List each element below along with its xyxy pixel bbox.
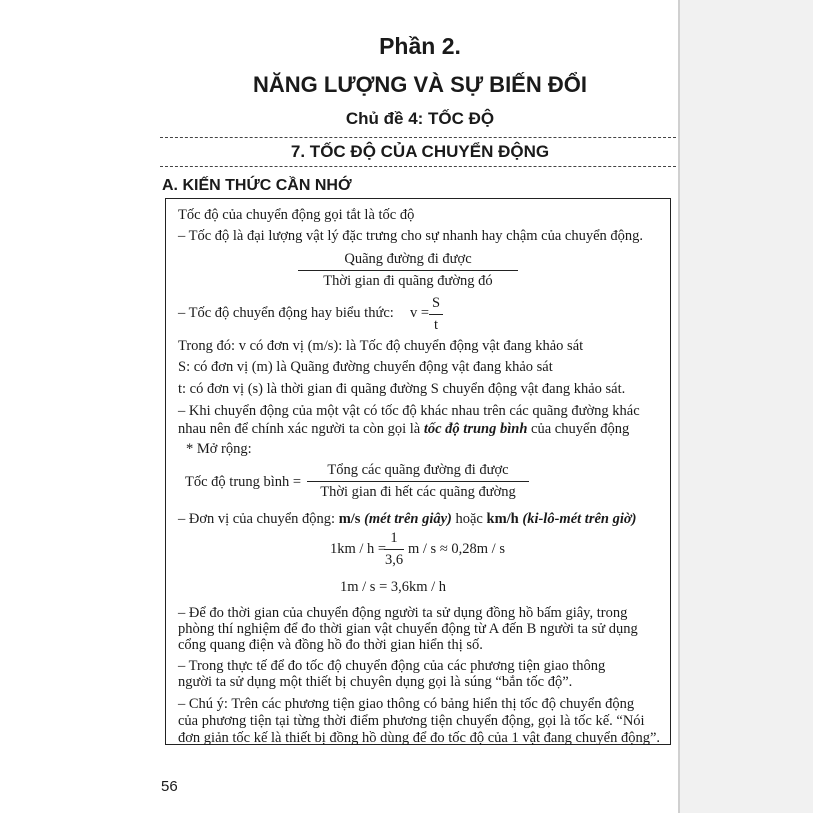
text-segment: nhau nên để chính xác người ta còn gọi là — [178, 421, 424, 437]
unit-explanation: (ki-lô-mét trên giờ) — [518, 511, 637, 527]
fraction-numerator: Tổng các quãng đường đi được — [327, 462, 509, 478]
conversion-rhs: m / s ≈ 0,28m / s — [408, 541, 505, 557]
text-line: Trong đó: v có đơn vị (m/s): là Tốc độ chuyển động vật đang khảo sát — [178, 338, 584, 354]
unit-explanation: (mét trên giây) — [360, 511, 452, 527]
fraction-denominator: 3,6 — [384, 552, 404, 568]
formula-fraction — [429, 294, 443, 334]
part-subtitle: NĂNG LƯỢNG VÀ SỰ BIẾN ĐỔI — [253, 72, 587, 97]
text-line: – Để đo thời gian của chuyển động người ta sử dụng đồng hồ bấm giây, trong — [178, 605, 628, 621]
fraction-numerator: 1 — [390, 530, 398, 546]
fraction-bar — [384, 549, 404, 550]
speed-fraction — [298, 250, 518, 290]
unit-text: km/h — [486, 511, 519, 527]
text-line: – Tốc độ là đại lượng vật lý đặc trưng cho sự nhanh hay chậm của chuyển động. — [178, 228, 644, 244]
divider-bottom — [160, 166, 676, 167]
conversion-lhs: 1km / h = — [330, 541, 387, 557]
text-line — [178, 510, 636, 528]
text-segment: hoặc — [451, 511, 487, 527]
text-line: – Chú ý: Trên các phương tiện giao thông có bảng hiển thị tốc độ chuyển động — [178, 696, 635, 712]
text-segment: của chuyển động — [527, 421, 630, 437]
fraction-numerator: S — [431, 295, 441, 311]
divider-top — [160, 137, 676, 138]
text-line: phòng thí nghiệm để đo thời gian vật chuyển động từ A đến B người ta sử dụng — [178, 621, 638, 637]
text-line: Tốc độ của chuyển động gọi tắt là tốc độ — [178, 207, 415, 223]
text-line: – Tốc độ chuyển động hay biểu thức: — [178, 305, 394, 321]
avg-speed-label: Tốc độ trung bình = — [185, 474, 302, 490]
fraction-bar — [298, 270, 518, 271]
fraction-denominator: t — [433, 317, 439, 333]
text-segment: – Đơn vị của chuyển động: — [178, 511, 339, 527]
unit-text: m/s — [338, 511, 361, 527]
text-line: người ta sử dụng một thiết bị chuyên dụng gọi là súng “bắn tốc độ”. — [178, 674, 573, 690]
page-number: 56 — [161, 778, 178, 795]
lesson-title: 7. TỐC ĐỘ CỦA CHUYỂN ĐỘNG — [290, 142, 550, 161]
part-title: Phần 2. — [379, 33, 461, 59]
fraction-bar — [429, 314, 443, 315]
text-line — [178, 420, 629, 438]
text-line: t: có đơn vị (s) là thời gian đi quãng đường S chuyển động vật đang khảo sát. — [178, 381, 626, 397]
fraction-bar — [307, 481, 529, 482]
emphasis-text: tốc độ trung bình — [423, 421, 528, 437]
fraction-numerator: Quãng đường đi được — [344, 251, 472, 267]
avg-speed-fraction — [307, 461, 529, 501]
text-line: đơn giản tốc kế là thiết bị đồng hồ dùng để đo tốc độ của 1 vật đang chuyển động”. — [178, 730, 661, 746]
text-line: – Trong thực tế để đo tốc độ chuyển động của các phương tiện giao thông — [178, 658, 606, 674]
conversion-2: 1m / s = 3,6km / h — [340, 579, 447, 595]
fraction-denominator: Thời gian đi hết các quãng đường — [320, 484, 516, 500]
section-heading: A. KIẾN THỨC CẦN NHỚ — [162, 177, 352, 194]
next-page-strip — [680, 0, 813, 813]
fraction-denominator: Thời gian đi quãng đường đó — [323, 273, 493, 289]
conversion-fraction — [384, 529, 404, 569]
text-line: * Mở rộng: — [186, 441, 252, 457]
formula-lhs: v = — [410, 305, 430, 321]
text-line: – Khi chuyển động của một vật có tốc độ khác nhau trên các quãng đường khác — [178, 403, 640, 419]
text-line: S: có đơn vị (m) là Quãng đường chuyển động vật đang khảo sát — [178, 359, 553, 375]
topic-title: Chủ đề 4: TỐC ĐỘ — [345, 109, 495, 128]
text-line: cổng quang điện và đồng hồ đo thời gian hiển thị số. — [178, 637, 483, 653]
text-line: của phương tiện tại từng thời điểm phương tiện chuyển động, gọi là tốc kế. “Nói — [178, 713, 645, 729]
